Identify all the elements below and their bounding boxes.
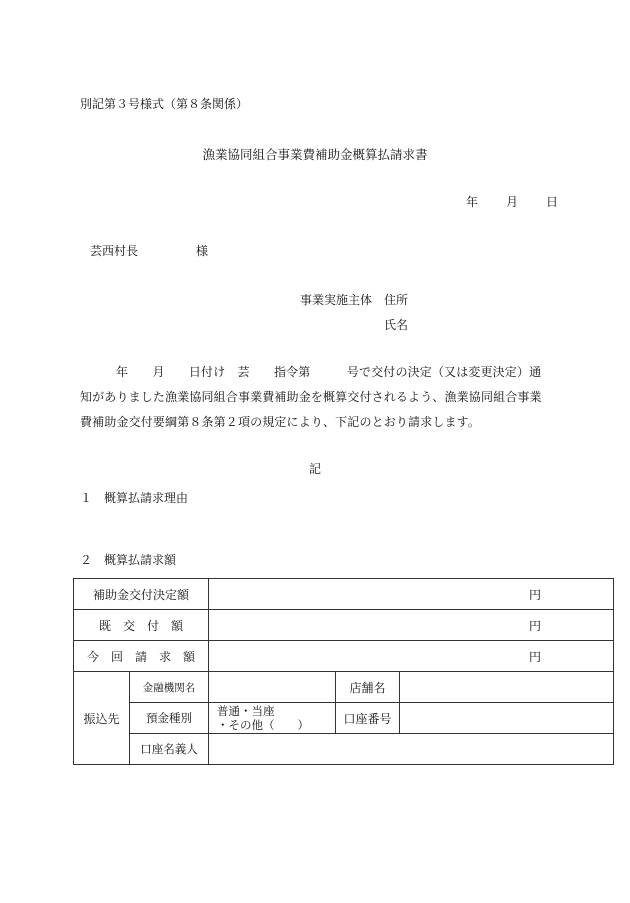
deposit-option-normal: 普通・当座 bbox=[217, 704, 275, 718]
deposit-option-other: ・その他（ ） bbox=[217, 718, 309, 732]
addressee-name: 芸西村長 bbox=[90, 244, 139, 258]
date-day: 日 bbox=[546, 195, 559, 209]
deposit-type-label: 預金種別 bbox=[130, 703, 209, 734]
decision-amount-field[interactable]: 円 bbox=[209, 579, 614, 610]
table-row bbox=[74, 610, 614, 641]
item-amount-heading: ２ 概算払請求額 bbox=[80, 553, 177, 567]
branch-name-field[interactable] bbox=[400, 672, 614, 703]
table-row bbox=[74, 579, 614, 610]
form-number-label: 別記第３号様式（第８条関係） bbox=[80, 97, 249, 111]
prior-payment-field[interactable]: 円 bbox=[209, 610, 614, 641]
body-line-2: 知がありました漁業協同組合事業費補助金を概算交付されるよう、漁業協同組合事業 bbox=[80, 390, 542, 404]
date-year: 年 bbox=[466, 195, 479, 209]
account-holder-field[interactable] bbox=[209, 734, 614, 765]
body-line-3: 費補助金交付要綱第８条第２項の規定により、下記のとおり請求します。 bbox=[80, 415, 480, 429]
ki-heading: 記 bbox=[308, 462, 321, 476]
body-line-1: 年 月 日付け 芸 指令第 号で交付の決定（又は変更決定）通 bbox=[116, 365, 542, 379]
account-number-label: 口座番号 bbox=[336, 703, 400, 734]
table-row bbox=[74, 641, 614, 672]
table-row bbox=[74, 734, 614, 765]
current-request-label: 今 回 請 求 額 bbox=[74, 641, 209, 672]
request-amount-table bbox=[73, 578, 614, 765]
current-request-field[interactable]: 円 bbox=[209, 641, 614, 672]
document-title: 漁業協同組合事業費補助金概算払請求書 bbox=[202, 147, 428, 162]
applicant-name-label: 氏名 bbox=[384, 318, 409, 332]
body-paragraph bbox=[80, 360, 550, 435]
table-row bbox=[74, 672, 614, 703]
bank-name-label: 金融機関名 bbox=[130, 672, 209, 703]
applicant-address-label: 住所 bbox=[384, 293, 409, 307]
account-holder-label: 口座名義人 bbox=[130, 734, 209, 765]
applicant-entity-label: 事業実施主体 bbox=[300, 293, 373, 307]
account-number-field[interactable] bbox=[400, 703, 614, 734]
table-row bbox=[74, 703, 614, 734]
deposit-type-options[interactable] bbox=[209, 703, 336, 734]
decision-amount-label: 補助金交付決定額 bbox=[74, 579, 209, 610]
date-line bbox=[466, 193, 558, 210]
item-reason-heading: １ 概算払請求理由 bbox=[80, 491, 189, 505]
transfer-destination-label: 振込先 bbox=[74, 672, 130, 765]
branch-name-label: 店舗名 bbox=[336, 672, 400, 703]
bank-name-field[interactable] bbox=[209, 672, 336, 703]
prior-payment-label: 既 交 付 額 bbox=[74, 610, 209, 641]
date-month: 月 bbox=[506, 195, 519, 209]
addressee-honorific: 様 bbox=[196, 244, 209, 258]
